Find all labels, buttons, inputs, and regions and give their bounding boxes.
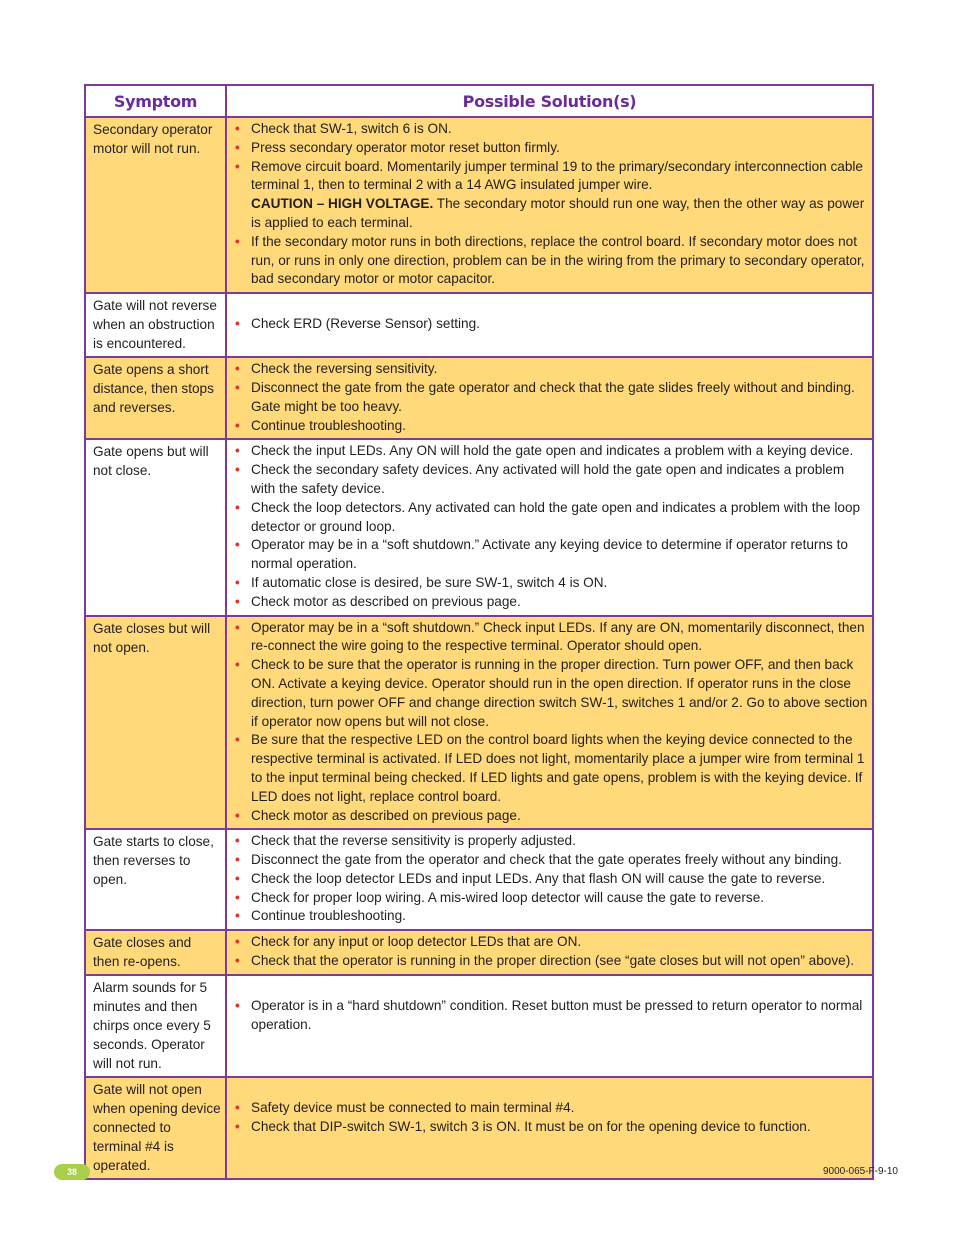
solution-list <box>233 120 868 195</box>
list-item: • Be sure that the respective LED on the control board lights when the keying device connected to the respective terminal is activated. If LED does not light, momentarily place a jumper wire from terminal 1 to the input terminal being checked. If LED lights and gate opens, problem is with the keying device. If LED does not light, replace control board. <box>235 732 865 804</box>
bullet-icon: • <box>235 870 240 886</box>
solution-cell <box>226 117 873 293</box>
list-item: • Check for any input or loop detector LEDs that are ON. <box>233 933 868 952</box>
list-item: • Check to be sure that the operator is running in the proper direction. Turn power OFF, and then back ON. Activate a keying device. Operator should run in the open direction. If operator runs in the close direction, turn power OFF and change direction switch SW-1, switches 1 and/or 2. Go to above section if operator now opens but will not close. <box>235 657 868 729</box>
solution-cell <box>226 439 873 615</box>
list-item: • Check for proper loop wiring. A mis-wired loop detector will cause the gate to reverse. <box>233 889 868 908</box>
table-header-row <box>85 85 873 117</box>
table-row <box>85 829 873 930</box>
table-row <box>85 357 873 439</box>
list-item: • Operator is in a “hard shutdown” condition. Reset button must be pressed to return operator to normal operation. <box>235 998 863 1033</box>
list-item: • Check that SW-1, switch 6 is ON. <box>233 120 868 139</box>
list-item: • Remove circuit board. Momentarily jumper terminal 19 to the primary/secondary interconnection cable terminal 1, then to terminal 2 with a 14 AWG insulated jumper wire. <box>235 158 863 193</box>
bullet-icon: • <box>235 889 240 905</box>
bullet-icon: • <box>235 619 240 635</box>
list-item: • Check the secondary safety devices. Any activated will hold the gate open and indicates a problem with the safety device. <box>235 462 845 496</box>
list-item: • Check motor as described on previous page. <box>233 807 868 826</box>
list-item: • Operator may be in a “soft shutdown.” Activate any keying device to determine if operator returns to normal operation. <box>235 537 848 572</box>
symptom-cell: Gate opens but will not close. <box>85 439 226 615</box>
list-item: • Operator may be in a “soft shutdown.” Check input LEDs. If any are ON, momentarily disconnect, then re-connect the wire going to the respective terminal. Operator should open. <box>235 619 865 654</box>
caution-label: CAUTION – HIGH VOLTAGE. <box>251 196 434 212</box>
list-item: • Check the loop detectors. Any activated can hold the gate open and indicates a problem with the loop detector or ground loop. <box>235 499 861 534</box>
list-item: • Continue troubleshooting. <box>233 417 868 436</box>
solution-cell <box>226 293 873 357</box>
solution-list <box>233 997 868 1035</box>
solution-column-header: Possible Solution(s) <box>226 85 873 117</box>
solution-list <box>233 933 868 971</box>
bullet-icon: • <box>235 574 240 590</box>
table-row <box>85 1077 873 1179</box>
bullet-icon: • <box>235 593 240 609</box>
bullet-icon: • <box>235 233 240 249</box>
solution-list <box>233 1099 868 1137</box>
bullet-icon: • <box>235 158 240 174</box>
list-item: • Check that DIP-switch SW-1, switch 3 is ON. It must be on for the opening device to function. <box>233 1118 868 1137</box>
symptom-column-header: Symptom <box>85 85 226 117</box>
table-row <box>85 293 873 357</box>
bullet-icon: • <box>235 998 240 1014</box>
bullet-icon: • <box>235 139 240 155</box>
list-item: • Check the reversing sensitivity. <box>233 360 868 379</box>
bullet-icon: • <box>235 443 240 459</box>
solution-list <box>233 233 868 289</box>
solution-cell <box>226 930 873 975</box>
bullet-icon: • <box>235 908 240 924</box>
table-row <box>85 616 873 830</box>
bullet-icon: • <box>235 499 240 515</box>
symptom-cell: Gate will not reverse when an obstruction is encountered. <box>85 293 226 357</box>
solution-list <box>233 360 868 435</box>
list-item: • Check the input LEDs. Any ON will hold the gate open and indicates a problem with a keying device. <box>233 442 868 461</box>
troubleshooting-table-container <box>84 84 872 1180</box>
caution-note <box>233 195 868 233</box>
list-item: • Press secondary operator motor reset button firmly. <box>233 139 868 158</box>
solution-cell <box>226 975 873 1077</box>
caution-text: The secondary motor should run one way, then the other way as power is applied to each terminal. <box>251 196 865 230</box>
solution-list <box>233 832 868 926</box>
list-item: • Check that the operator is running in the proper direction (see “gate closes but will not open” above). <box>233 952 868 971</box>
document-code: 9000-065-F-9-10 <box>822 1166 898 1177</box>
table-row <box>85 975 873 1077</box>
list-item: • Disconnect the gate from the gate operator and check that the gate slides freely without and binding. Gate might be too heavy. <box>235 379 855 414</box>
solution-cell <box>226 616 873 830</box>
bullet-icon: • <box>235 852 240 868</box>
solution-cell <box>226 357 873 439</box>
bullet-icon: • <box>235 316 240 332</box>
solution-cell <box>226 829 873 930</box>
bullet-icon: • <box>235 121 240 136</box>
bullet-icon: • <box>235 1119 240 1135</box>
solution-list <box>233 442 868 611</box>
troubleshooting-table <box>84 84 874 1180</box>
solution-cell <box>226 1077 873 1179</box>
solution-list <box>233 619 868 826</box>
list-item: • Check the loop detector LEDs and input LEDs. Any that flash ON will cause the gate to reverse. <box>233 870 868 889</box>
symptom-cell: Gate starts to close, then reverses to open. <box>85 829 226 930</box>
bullet-icon: • <box>235 833 240 849</box>
bullet-icon: • <box>235 1100 240 1116</box>
list-item: • Check that the reverse sensitivity is properly adjusted. <box>233 832 868 851</box>
list-item: • If automatic close is desired, be sure SW-1, switch 4 is ON. <box>233 574 868 593</box>
bullet-icon: • <box>235 657 240 673</box>
bullet-icon: • <box>235 417 240 433</box>
symptom-cell: Gate closes and then re-opens. <box>85 930 226 975</box>
symptom-cell: Gate closes but will not open. <box>85 616 226 830</box>
symptom-cell: Gate will not open when opening device connected to terminal #4 is operated. <box>85 1077 226 1179</box>
symptom-cell: Gate opens a short distance, then stops and reverses. <box>85 357 226 439</box>
bullet-icon: • <box>235 379 240 395</box>
bullet-icon: • <box>235 361 240 377</box>
list-item: • If the secondary motor runs in both directions, replace the control board. If secondary motor does not run, or runs in only one direction, problem can be in the wiring from the primary to secondary operator, bad secondary motor or motor capacitor. <box>235 233 865 287</box>
list-item: • Disconnect the gate from the operator and check that the gate operates freely without any binding. <box>233 851 868 870</box>
table-row <box>85 117 873 293</box>
symptom-cell: Secondary operator motor will not run. <box>85 117 226 293</box>
bullet-icon: • <box>235 934 240 950</box>
list-item: • Check motor as described on previous page. <box>233 593 868 612</box>
table-row <box>85 439 873 615</box>
bullet-icon: • <box>235 537 240 553</box>
list-item: • Check ERD (Reverse Sensor) setting. <box>233 315 868 334</box>
bullet-icon: • <box>235 732 240 748</box>
bullet-icon: • <box>235 462 240 478</box>
list-item: • Safety device must be connected to main terminal #4. <box>233 1099 868 1118</box>
bullet-icon: • <box>235 953 240 969</box>
list-item: • Continue troubleshooting. <box>233 907 868 926</box>
symptom-cell: Alarm sounds for 5 minutes and then chirps once every 5 seconds. Operator will not run. <box>85 975 226 1077</box>
table-row <box>85 930 873 975</box>
page-number-badge: 38 <box>54 1164 90 1180</box>
solution-list <box>233 315 868 334</box>
bullet-icon: • <box>235 807 240 823</box>
